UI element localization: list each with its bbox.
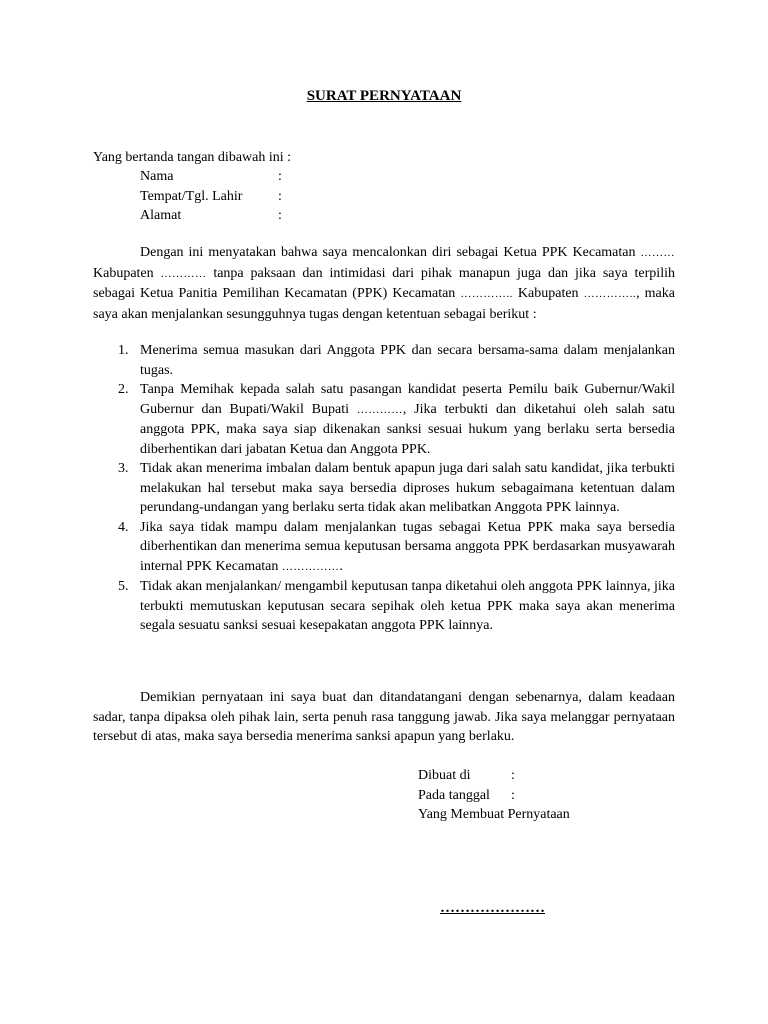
conditions-list xyxy=(93,341,675,636)
list-number: 2. xyxy=(118,382,129,397)
list-item xyxy=(93,380,675,459)
closing-text: Demikian pernyataan ini saya buat dan ditandatangani dengan sebenarnya, dalam keadaan sadar, tanpa dipaksa oleh pihak lain, serta penuh rasa tanggung jawab. Jika saya melanggar pernyataan tersebut di atas, maka saya bersedia menerima sanksi apapun yang berlaku. xyxy=(93,690,675,744)
list-number: 4. xyxy=(118,519,129,535)
blank-dots: ………….. xyxy=(583,288,637,300)
list-text xyxy=(140,518,675,578)
field-label-tempat-tgl-lahir: Tempat/Tgl. Lahir xyxy=(140,188,243,204)
blank-dots: ………… xyxy=(160,267,207,280)
closing-paragraph xyxy=(93,688,675,747)
date-label: Pada tanggal xyxy=(418,787,490,803)
paragraph1-part4: Kabupaten xyxy=(512,286,584,301)
signature-block xyxy=(418,766,570,825)
list-number: 5. xyxy=(118,579,129,594)
paragraph1-part5: , maka saya akan menjalankan sesungguhnya tugas dengan ketentuan sebagai berikut : xyxy=(93,286,675,322)
list-text: Menerima semua masukan dari Anggota PPK dan secara bersama-sama dalam menjalankan tugas. xyxy=(140,343,675,378)
list-item xyxy=(93,341,675,380)
place-label: Dibuat di xyxy=(418,768,471,783)
statement-paragraph xyxy=(93,243,675,324)
date-colon: : xyxy=(511,787,515,803)
place-row xyxy=(418,766,570,786)
blank-dots: ………….. xyxy=(460,288,513,300)
place-colon: : xyxy=(511,768,515,783)
list-text-b: . xyxy=(339,558,343,574)
list-text: Tidak akan menjalankan/ mengambil keputusan tanpa diketahui oleh anggota PPK lainnya, jika terbukti memutuskan keputusan secara sepihak oleh ketua PPK maka saya akan menerima segala sesuatu sanksi sesuai kesepakatan anggota PPK lainnya. xyxy=(140,579,675,633)
list-text xyxy=(140,380,675,459)
list-item xyxy=(93,459,675,518)
field-row-nama xyxy=(140,167,282,187)
field-row-tempat-tgl-lahir xyxy=(140,187,282,207)
list-number: 3. xyxy=(118,461,129,476)
signature-line: ………………… xyxy=(440,900,545,916)
list-item xyxy=(93,518,675,578)
blank-dots: …………… xyxy=(281,560,340,573)
field-colon: : xyxy=(278,208,282,223)
blank-dots: ………… xyxy=(356,403,403,416)
list-item xyxy=(93,577,675,636)
list-text-a: Tanpa Memihak kepada salah satu pasangan kandidat peserta Pemilu baik Gubernur/Wakil Gubernur dan Bupati/Wakil Bupati xyxy=(140,382,675,417)
paragraph1-part1: Dengan ini menyatakan bahwa saya mencalonkan diri sebagai Ketua PPK Kecamatan xyxy=(140,245,636,260)
list-text-a: Jika saya tidak mampu dalam menjalankan tugas sebagai Ketua PPK maka saya bersedia diberhentikan dan menerima semua keputusan bersama anggota PPK berdasarkan musyawarah internal PPK Kecamatan xyxy=(140,519,675,574)
maker-label: Yang Membuat Pernyataan xyxy=(418,807,570,822)
date-row xyxy=(418,786,570,806)
field-label-alamat: Alamat xyxy=(140,208,182,223)
field-colon: : xyxy=(278,169,282,184)
field-colon: : xyxy=(278,188,282,204)
list-text-b: , Jika terbukti dan diketahui oleh salah satu anggota PPK, maka saya siap dikenakan sanksi sesuai hukum yang berlaku serta bersedia diberhentikan dari jabatan Ketua dan Anggota PPK. xyxy=(140,401,676,457)
field-label-nama: Nama xyxy=(140,169,174,184)
paragraph1-part3: tanpa paksaan dan intimidasi dari pihak manapun juga dan jika saya terpilih sebagai Ketua Panitia Pemilihan Kecamatan (PPK) Kecamatan xyxy=(93,265,675,301)
document-title: SURAT PERNYATAAN xyxy=(306,88,462,104)
list-number: 1. xyxy=(118,343,129,358)
field-row-alamat xyxy=(140,206,282,226)
blank-dots: ……… xyxy=(640,247,675,259)
list-text: Tidak akan menerima imbalan dalam bentuk apapun juga dari salah satu kandidat, jika terbukti melakukan hal tersebut maka saya bersedia diproses hukum sebagaimana ketentuan dalam perundang-undangan yang berlaku serta tidak akan melibatkan Anggota PPK lainnya. xyxy=(140,461,675,515)
identity-fields xyxy=(140,167,282,226)
intro-text: Yang bertanda tangan dibawah ini : xyxy=(93,150,292,165)
paragraph1-part2: Kabupaten xyxy=(93,265,161,281)
